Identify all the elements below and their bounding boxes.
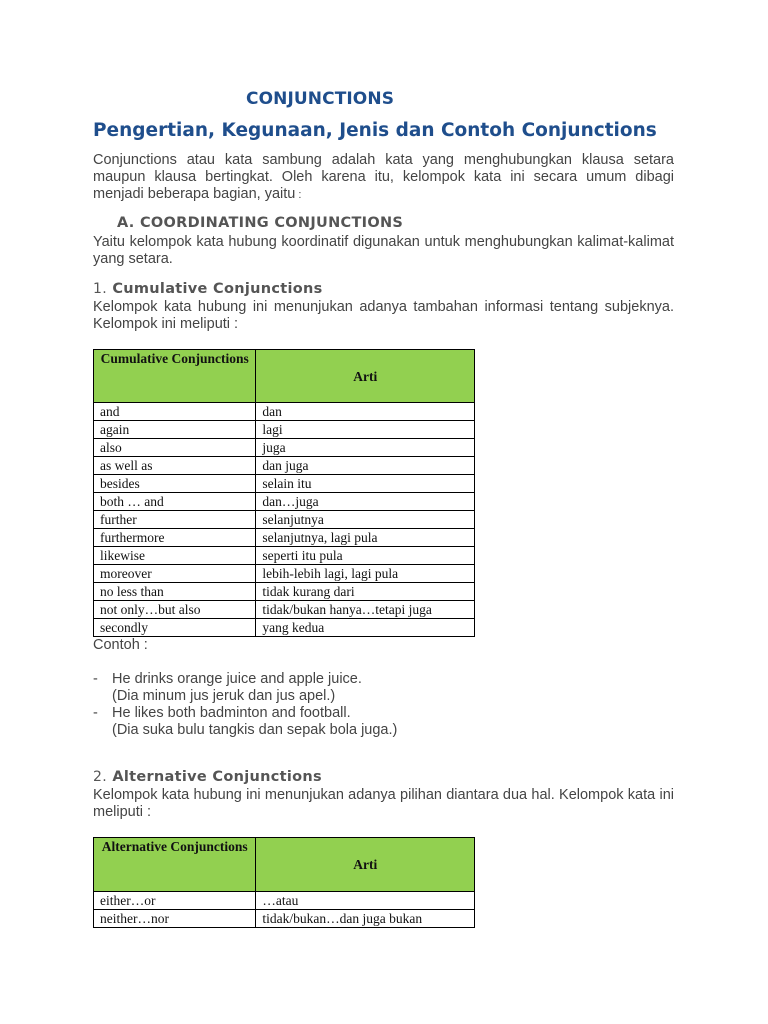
table-row: [94, 619, 475, 637]
table-row: [94, 457, 475, 475]
conjunction-cell: as well as: [94, 457, 256, 475]
examples-list: [93, 671, 674, 739]
contoh-label: Contoh :: [93, 637, 148, 653]
table-row: [94, 511, 475, 529]
conjunction-cell: likewise: [94, 547, 256, 565]
alternative-text: Kelompok kata hubung ini menunjukan adanya pilihan diantara dua hal. Kelompok kata ini meliputi :: [93, 787, 674, 820]
example-1-translation: (Dia minum jus jeruk dan jus apel.): [112, 688, 336, 704]
example-2-dash: -: [93, 705, 98, 721]
example-2-sentence: He likes both badminton and football.: [112, 705, 351, 721]
cumulative-number: 1.: [93, 281, 107, 297]
table-row: [94, 601, 475, 619]
conjunction-cell: besides: [94, 475, 256, 493]
arti-cell: yang kedua: [256, 619, 475, 637]
table-row: [94, 547, 475, 565]
table-row: [94, 493, 475, 511]
table-row: [94, 475, 475, 493]
conjunction-cell: again: [94, 421, 256, 439]
alternative-col2-header: Arti: [256, 838, 475, 892]
conjunction-cell: either…or: [94, 892, 256, 910]
conjunction-cell: not only…but also: [94, 601, 256, 619]
conjunction-cell: further: [94, 511, 256, 529]
conjunction-cell: no less than: [94, 583, 256, 601]
table-row: [94, 529, 475, 547]
table-row: [94, 565, 475, 583]
conjunction-cell: furthermore: [94, 529, 256, 547]
arti-cell: tidak/bukan hanya…tetapi juga: [256, 601, 475, 619]
alternative-heading-text: Alternative Conjunctions: [112, 769, 322, 785]
alternative-col1-header: Alternative Conjunctions: [94, 838, 256, 892]
conjunction-cell: secondly: [94, 619, 256, 637]
page-title: CONJUNCTIONS: [246, 89, 395, 109]
table-row: [94, 892, 475, 910]
example-1-dash: -: [93, 671, 98, 687]
arti-cell: selanjutnya: [256, 511, 475, 529]
arti-cell: tidak/bukan…dan juga bukan: [256, 910, 475, 928]
intro-text: Conjunctions atau kata sambung adalah kata yang menghubungkan klausa setara maupun klausa bertingkat. Oleh karena itu, kelompok kata ini secara umum dibagi menjadi beberapa bagian, yaitu: [93, 152, 674, 202]
cumulative-heading: [93, 281, 323, 297]
table-row: [94, 421, 475, 439]
page-subtitle: Pengertian, Kegunaan, Jenis dan Contoh Conjunctions: [93, 120, 657, 141]
conjunction-cell: also: [94, 439, 256, 457]
arti-cell: seperti itu pula: [256, 547, 475, 565]
conjunction-cell: both … and: [94, 493, 256, 511]
arti-cell: tidak kurang dari: [256, 583, 475, 601]
section-a-heading: A. COORDINATING CONJUNCTIONS: [117, 215, 404, 231]
arti-cell: dan juga: [256, 457, 475, 475]
arti-cell: lebih-lebih lagi, lagi pula: [256, 565, 475, 583]
table-row: [94, 583, 475, 601]
conjunction-cell: moreover: [94, 565, 256, 583]
intro-paragraph: [93, 152, 674, 204]
arti-cell: …atau: [256, 892, 475, 910]
arti-cell: dan: [256, 403, 475, 421]
arti-cell: selanjutnya, lagi pula: [256, 529, 475, 547]
arti-cell: selain itu: [256, 475, 475, 493]
table-row: [94, 439, 475, 457]
cumulative-heading-text: Cumulative Conjunctions: [112, 281, 323, 297]
table-row: [94, 403, 475, 421]
example-2-translation: (Dia suka bulu tangkis dan sepak bola juga.): [112, 722, 398, 738]
conjunction-cell: neither…nor: [94, 910, 256, 928]
arti-cell: juga: [256, 439, 475, 457]
example-1-sentence: He drinks orange juice and apple juice.: [112, 671, 362, 687]
cumulative-col2-header: Arti: [256, 350, 475, 403]
cumulative-col1-header: Cumulative Conjunctions: [94, 350, 256, 403]
cumulative-text: Kelompok kata hubung ini menunjukan adanya tambahan informasi tentang subjeknya. Kelompok ini meliputi :: [93, 299, 674, 332]
alternative-table: [93, 837, 475, 928]
arti-cell: dan…juga: [256, 493, 475, 511]
conjunction-cell: and: [94, 403, 256, 421]
intro-colon: :: [295, 189, 302, 201]
section-a-text: Yaitu kelompok kata hubung koordinatif digunakan untuk menghubungkan kalimat-kalimat yang setara.: [93, 234, 674, 267]
alternative-heading: [93, 769, 322, 785]
table-row: [94, 910, 475, 928]
alternative-number: 2.: [93, 769, 107, 785]
arti-cell: lagi: [256, 421, 475, 439]
cumulative-table: [93, 349, 475, 637]
